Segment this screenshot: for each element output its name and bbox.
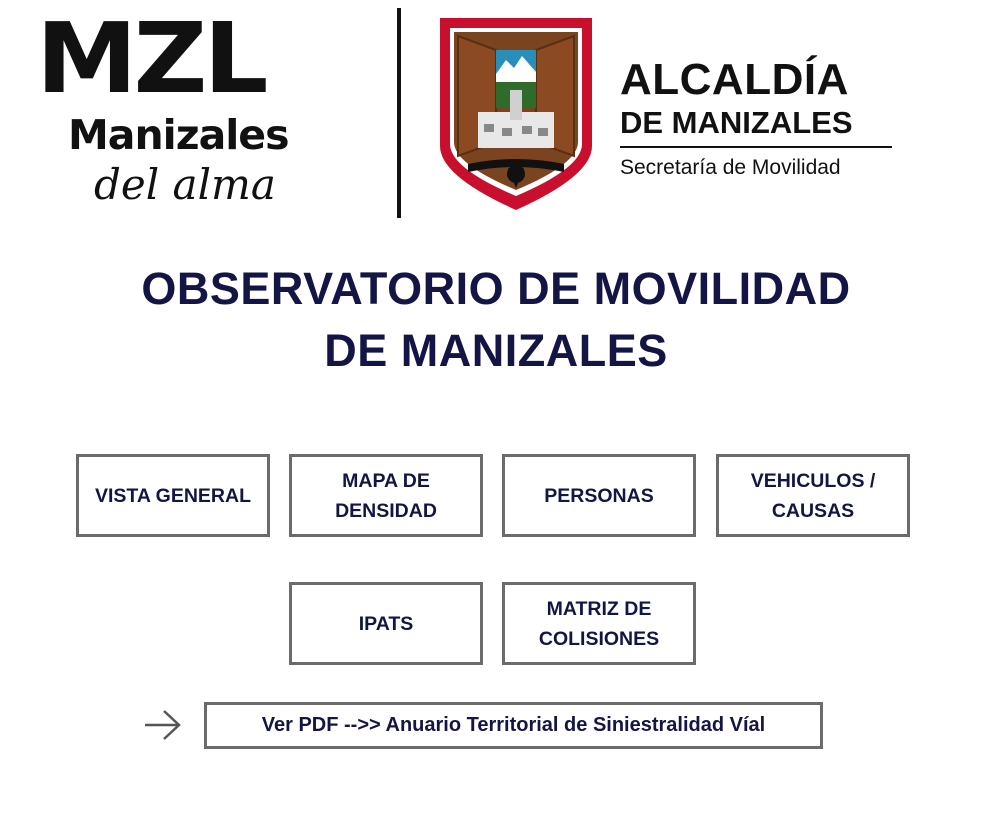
personas-button[interactable]: [502, 454, 696, 537]
mapa-densidad-button[interactable]: [289, 454, 483, 537]
mzl-logo-city: Manizales: [68, 111, 289, 159]
matriz-colisiones-label: MATRIZ DE COLISIONES: [538, 597, 660, 650]
vista-general-label: VISTA GENERAL: [94, 484, 251, 507]
arrow-right-icon: [142, 705, 182, 745]
alcaldia-department: Secretaría de Movilidad: [620, 156, 841, 179]
mzl-logo-tagline: del alma: [94, 160, 276, 209]
pdf-anuario-link[interactable]: [204, 702, 823, 749]
pdf-anuario-label: Ver PDF -->> Anuario Territorial de Siniestralidad Víal: [261, 714, 766, 736]
ipats-label: IPATS: [358, 612, 414, 635]
page-title-line-2: DE MANIZALES: [324, 325, 668, 376]
personas-label: PERSONAS: [544, 484, 654, 507]
ipats-button[interactable]: [289, 582, 483, 665]
page-title: [60, 258, 932, 382]
coat-of-arms-icon: [438, 16, 594, 212]
mapa-densidad-label: MAPA DE DENSIDAD: [335, 469, 437, 522]
vehiculos-causas-label: VEHICULOS / CAUSAS: [750, 469, 876, 522]
alcaldia-subtitle: DE MANIZALES: [620, 105, 853, 140]
alcaldia-rule: [620, 146, 892, 148]
alcaldia-title: ALCALDÍA: [620, 55, 849, 104]
mzl-logo-mark: MZL: [36, 2, 265, 116]
page-title-line-1: OBSERVATORIO DE MOVILIDAD: [141, 263, 851, 314]
matriz-colisiones-button[interactable]: [502, 582, 696, 665]
header-divider: [397, 8, 401, 218]
mzl-logo: [36, 2, 356, 212]
vehiculos-causas-button[interactable]: [716, 454, 910, 537]
vista-general-button[interactable]: [76, 454, 270, 537]
